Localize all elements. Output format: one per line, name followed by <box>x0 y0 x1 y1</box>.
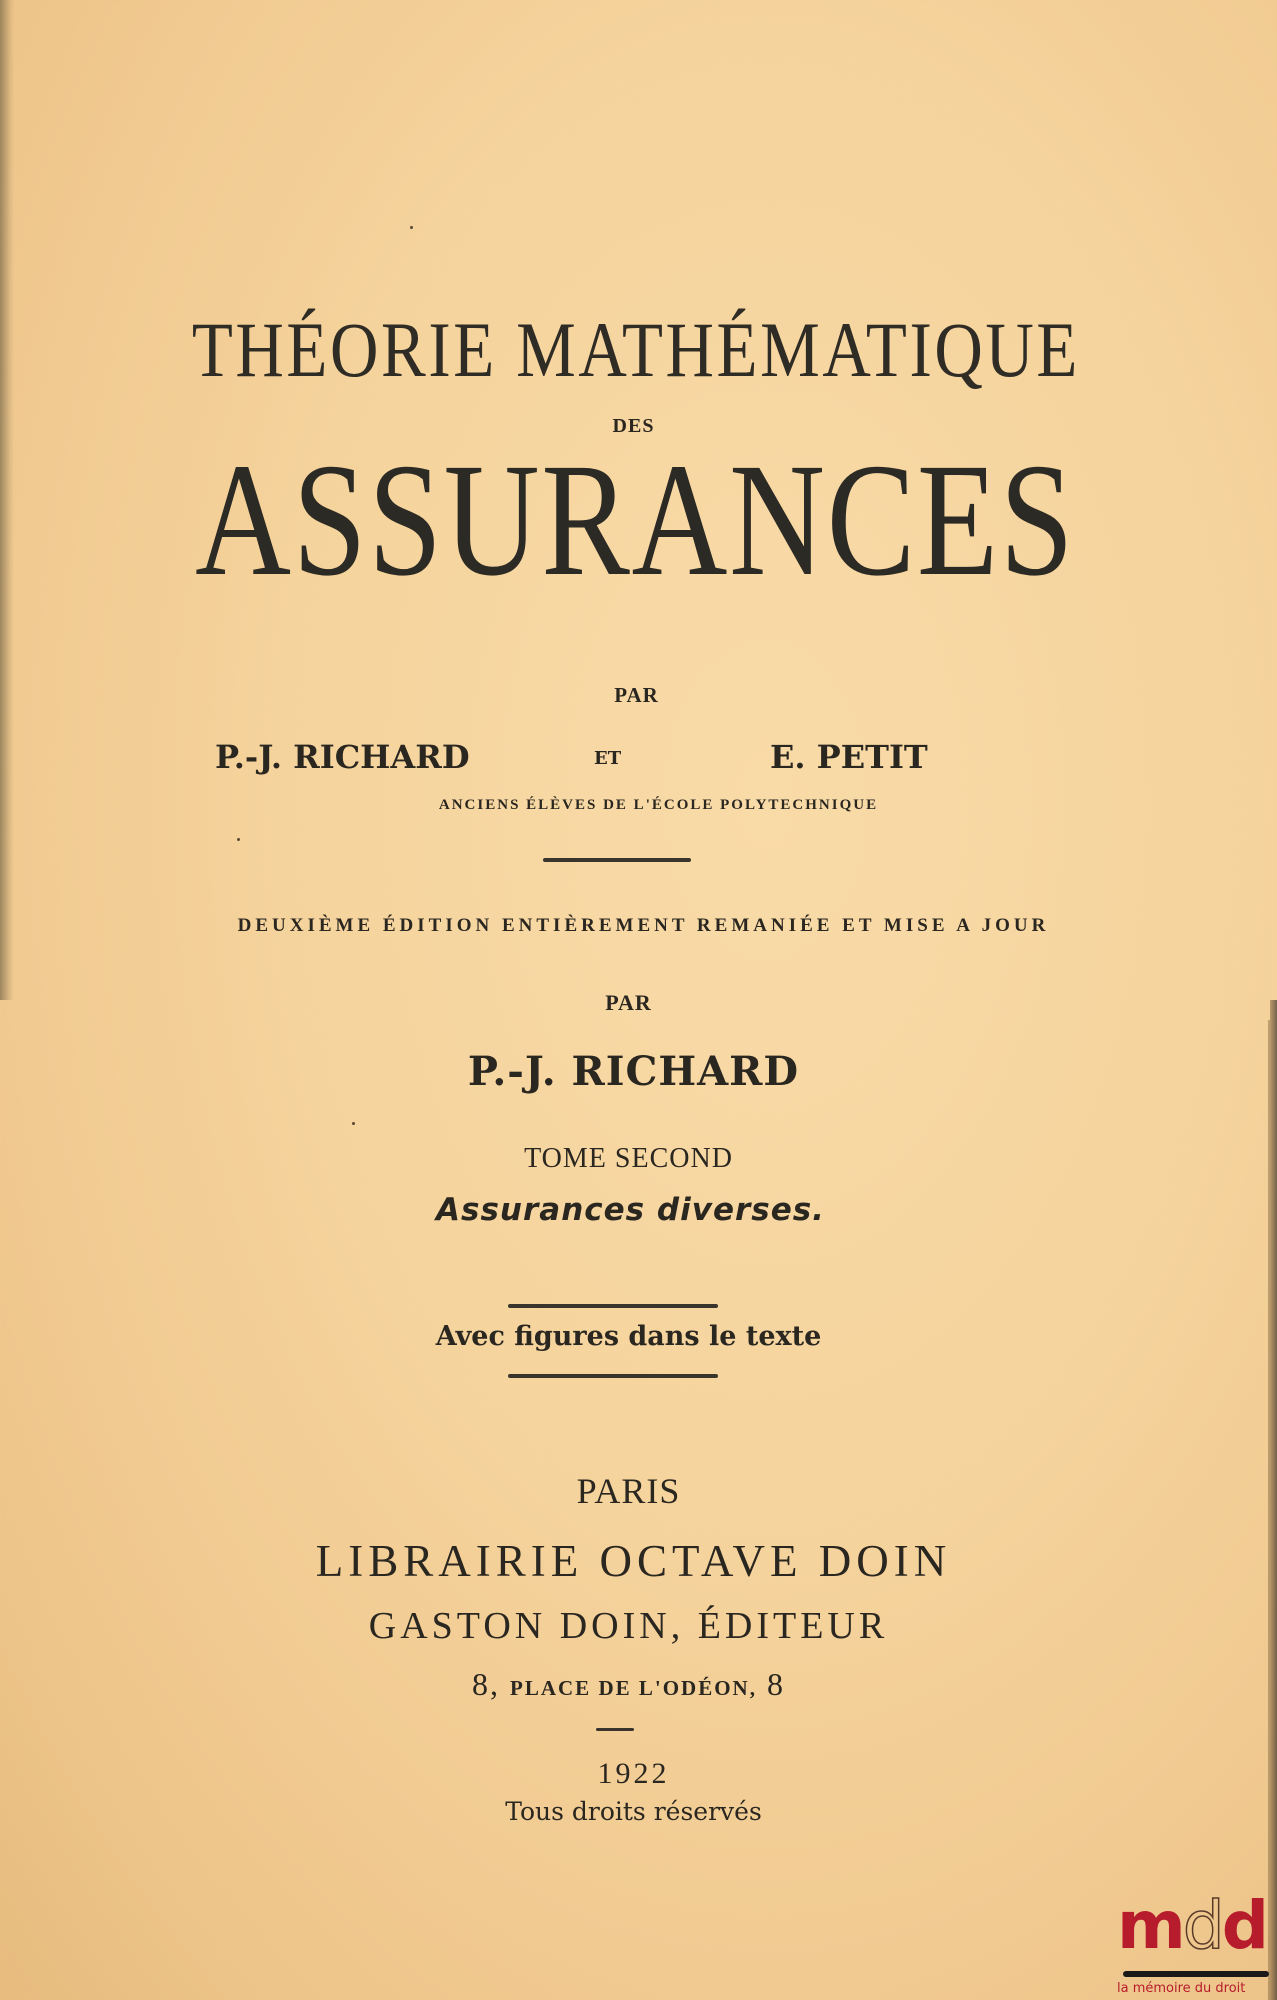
mdd-logo-mark <box>1117 1887 1266 1964</box>
logo-letter-m: m <box>1117 1887 1183 1964</box>
by-label-reviser: PAR <box>605 990 652 1015</box>
divider-rule-top <box>508 1304 718 1308</box>
mdd-watermark-logo <box>1115 1887 1275 1998</box>
logo-underline-bar <box>1123 1971 1269 1977</box>
torn-binding-edge <box>0 0 14 1000</box>
author-first: P.-J. RICHARD <box>215 738 470 776</box>
publication-year: 1922 <box>597 1757 670 1790</box>
title-line-2: ASSURANCES <box>195 431 1076 610</box>
author-conjunction: ET <box>594 748 622 769</box>
rights-notice: Tous droits réservés <box>505 1797 762 1826</box>
logo-caption: la mémoire du droit <box>1117 1981 1246 1996</box>
illustrations-note: Avec figures dans le texte <box>435 1321 822 1352</box>
address-street: PLACE DE L'ODÉON, <box>510 1676 757 1700</box>
author-credentials: ANCIENS ÉLÈVES DE L'ÉCOLE POLYTECHNIQUE <box>438 797 879 813</box>
by-label: PAR <box>614 683 659 707</box>
paper-speck <box>352 1122 355 1125</box>
authors-line <box>0 738 1277 778</box>
volume-label: TOME SECOND <box>524 1143 733 1174</box>
reviser-name: P.-J. RICHARD <box>467 1048 800 1095</box>
short-dash-rule <box>596 1728 634 1731</box>
page-edge-shadow <box>1270 1000 1277 2000</box>
divider-rule <box>543 858 691 862</box>
divider-rule-bottom <box>508 1374 718 1378</box>
paper-speck <box>410 226 413 229</box>
imprint-publisher: LIBRAIRIE OCTAVE DOIN <box>315 1536 952 1586</box>
logo-letter-d-outline: d <box>1182 1887 1222 1964</box>
volume-subtitle: Assurances diverses. <box>436 1192 825 1228</box>
imprint-editor: GASTON DOIN, ÉDITEUR <box>368 1605 889 1647</box>
address-number-right: 8 <box>766 1666 785 1702</box>
address-number-left: 8, <box>472 1666 501 1702</box>
paper-speck <box>237 838 240 841</box>
edition-note: DEUXIÈME ÉDITION ENTIÈREMENT REMANIÉE ET MISE A JOUR <box>237 915 1050 936</box>
logo-letter-d: d <box>1221 1887 1266 1964</box>
imprint-address <box>0 1666 1267 1703</box>
author-second: E. PETIT <box>770 738 928 776</box>
title-connector: DES <box>612 415 655 437</box>
imprint-city: PARIS <box>576 1471 681 1511</box>
title-line-1: THÉORIE MATHÉMATIQUE <box>191 306 1080 393</box>
